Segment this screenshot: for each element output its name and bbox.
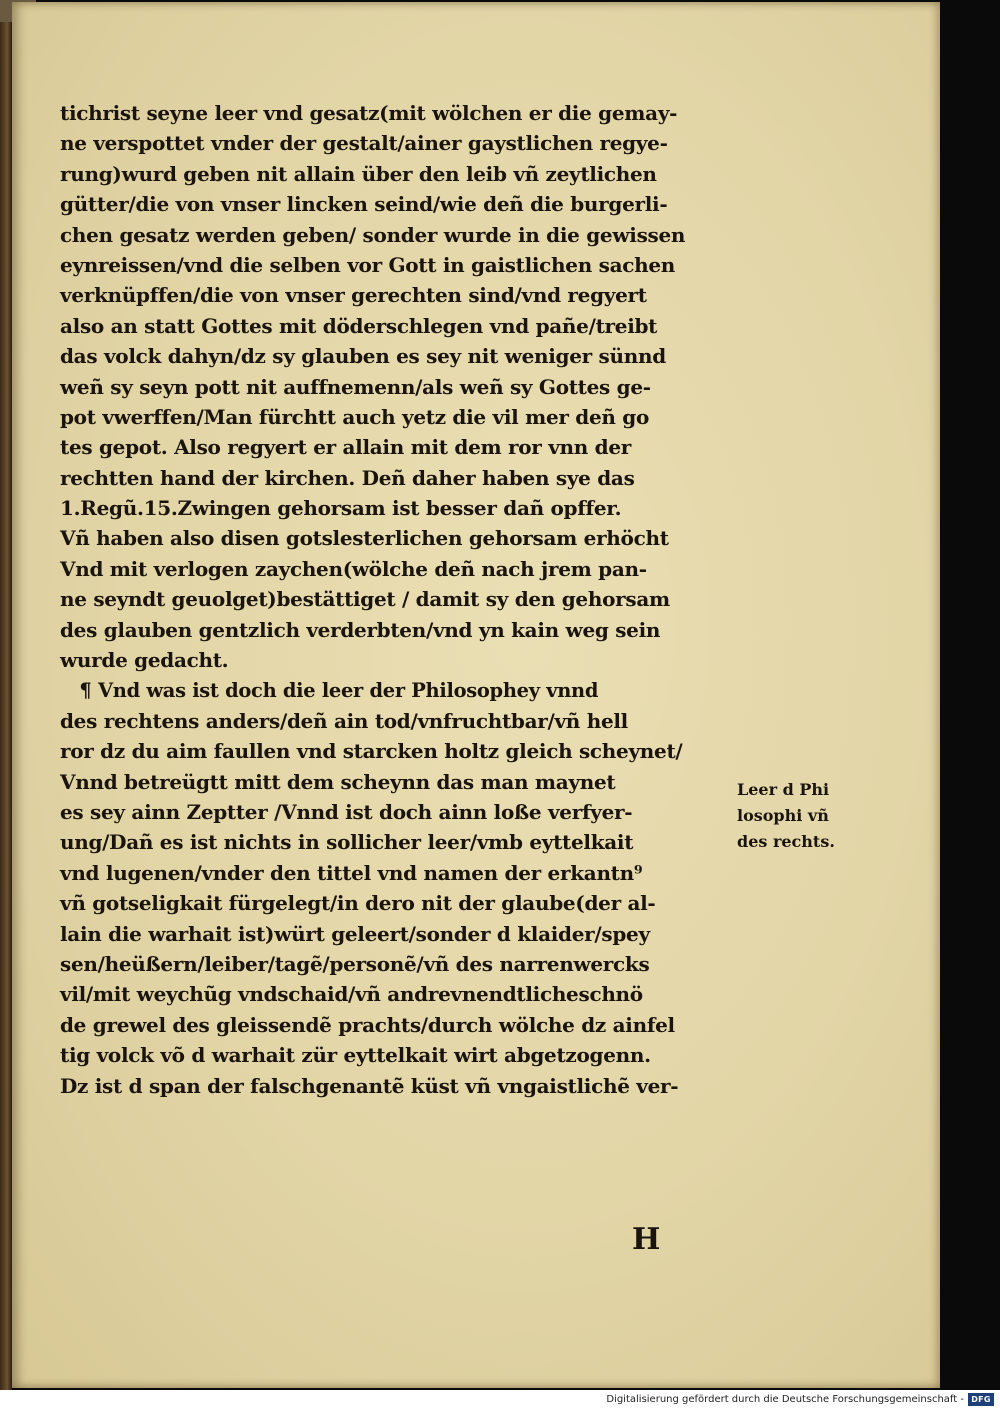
text-line: vil/mit weychũg vndschaid/vñ andrevnendtlicheschnö	[60, 982, 643, 1007]
text-line: sen/heüßern/leiber/tagẽ/personẽ/vñ des narrenwercks	[60, 951, 650, 976]
marginal-note-line: losophi vñ	[737, 806, 829, 825]
signature-mark: H	[632, 1222, 661, 1257]
text-line: gütter/die von vnser lincken seind/wie deñ die burgerli-	[60, 192, 668, 217]
paragraph-start-line: ¶ Vnd was ist doch die leer der Philosophey vnnd	[79, 678, 599, 703]
marginal-note-line: Leer d Phi	[737, 780, 830, 799]
text-line: vnd lugenen/vnder den tittel vnd namen der erkantn⁹	[60, 860, 643, 885]
marginal-note-line: des rechts.	[737, 832, 835, 851]
text-line: verknüpffen/die von vnser gerechten sind/vnd regyert	[60, 283, 647, 308]
text-line: des rechtens anders/deñ ain tod/vnfruchtbar/vñ hell	[60, 708, 628, 733]
funding-credit: Digitalisierung gefördert durch die Deutsche Forschungsgemeinschaft -	[606, 1394, 964, 1405]
footer-bar	[0, 1390, 1000, 1410]
text-line: des glauben gentzlich verderbten/vnd yn kain weg sein	[60, 617, 661, 642]
text-line: eynreissen/vnd die selben vor Gott in gaistlichen sachen	[60, 252, 676, 277]
marginal-note	[737, 777, 857, 855]
text-line: tig volck võ d warhait zür eyttelkait wirt abgetzogenn.	[60, 1043, 651, 1068]
text-line: das volck dahyn/dz sy glauben es sey nit weniger sünnd	[60, 344, 666, 369]
text-line: ne verspottet vnder der gestalt/ainer gaystlichen regye-	[60, 131, 668, 156]
text-line: rechtten hand der kirchen. Deñ daher haben sye das	[60, 465, 635, 490]
text-line: ror dz du aim faullen vnd starcken holtz gleich scheynet/	[60, 739, 683, 764]
text-line: es sey ainn Zeptter /Vnnd ist doch ainn loße verfyer-	[60, 799, 633, 824]
text-line: Vnd mit verlogen zaychen(wölche deñ nach jrem pan-	[60, 556, 647, 581]
book-spine-edge	[0, 0, 12, 1390]
text-line: ung/Dañ es ist nichts in sollicher leer/vmb eyttelkait	[60, 830, 634, 855]
text-line: Vñ haben also disen gotslesterlichen gehorsam erhöcht	[60, 526, 669, 551]
text-line: 1.Regũ.15.Zwingen gehorsam ist besser dañ opffer.	[60, 496, 622, 521]
text-line: tichrist seyne leer vnd gesatz(mit wölchen er die gemay-	[60, 101, 678, 125]
text-line: lain die warhait ist)würt geleert/sonder d klaider/spey	[60, 921, 650, 946]
text-line: Dz ist d span der falschgenantẽ küst vñ vngaistlichẽ ver-	[60, 1073, 679, 1098]
dfg-logo-icon: DFG	[968, 1393, 994, 1406]
book-page	[12, 2, 940, 1388]
text-line: vñ gotseligkait fürgelegt/in dero nit der glaube(der al-	[60, 891, 656, 916]
text-line: pot vwerffen/Man fürchtt auch yetz die vil mer deñ go	[60, 404, 650, 429]
text-line: chen gesatz werden geben/ sonder wurde in die gewissen	[60, 222, 686, 247]
text-line: ne seyndt geuolget)bestättiget / damit sy den gehorsam	[60, 587, 670, 612]
text-line: weñ sy seyn pott nit auffnemenn/als weñ sy Gottes ge-	[60, 374, 651, 399]
text-line: also an statt Gottes mit döderschlegen vnd pañe/treibt	[60, 313, 658, 338]
text-line: tes gepot. Also regyert er allain mit dem ror vnn der	[60, 435, 632, 460]
body-text	[60, 98, 760, 1101]
text-line: Vnnd betreügtt mitt dem scheynn das man maynet	[60, 769, 616, 794]
text-line: rung)wurd geben nit allain über den leib vñ zeytlichen	[60, 161, 657, 186]
text-line: de grewel des gleissendẽ prachts/durch wölche dz ainfel	[60, 1012, 675, 1037]
text-line: wurde gedacht.	[60, 648, 229, 673]
